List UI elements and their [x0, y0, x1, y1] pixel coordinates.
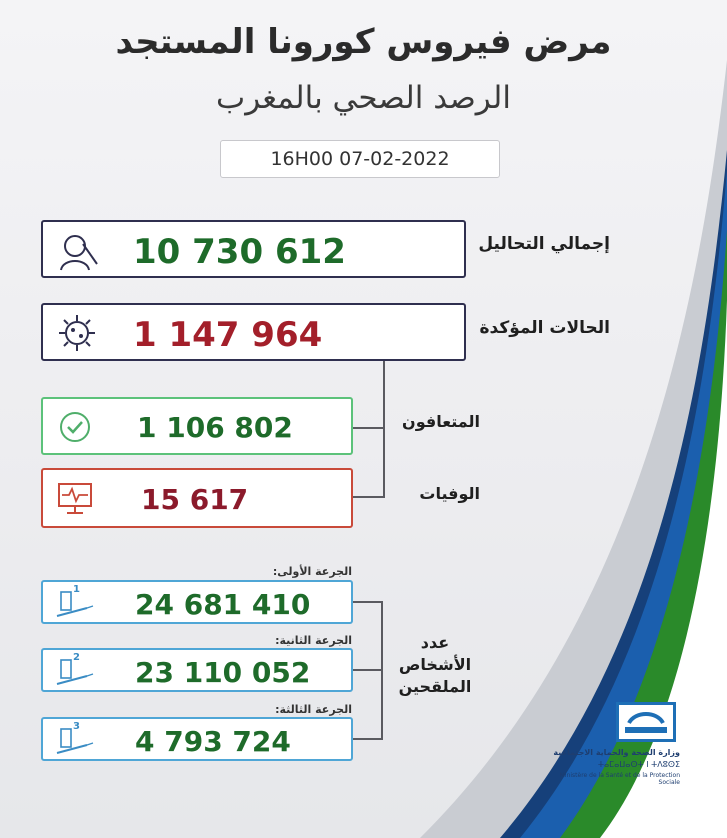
confirmed-card	[41, 303, 466, 361]
dose1-value: 24 681 410	[135, 588, 311, 621]
confirmed-value: 1 147 964	[133, 315, 323, 355]
connector-recovered	[353, 427, 383, 429]
dose3-value: 4 793 724	[135, 725, 291, 758]
page-title: مرض فيروس كورونا المستجد	[115, 22, 612, 62]
confirmed-label: الحالات المؤكدة	[479, 318, 610, 338]
ministry-logo	[616, 702, 676, 742]
heart-monitor-icon	[55, 480, 95, 518]
dose2-card	[41, 648, 353, 692]
vaccinated-label-line2: الأشخاص	[398, 655, 472, 674]
connector-vertical	[383, 361, 385, 497]
dose2-number: 2	[73, 652, 80, 663]
dose2-value: 23 110 052	[135, 656, 311, 689]
tests-value: 10 730 612	[133, 232, 346, 272]
vacc-connector-top	[353, 601, 381, 603]
deaths-label: الوفيات	[419, 484, 480, 503]
deaths-card	[41, 468, 353, 528]
dose1-card	[41, 580, 353, 624]
tests-card	[41, 220, 466, 278]
dose3-label: الجرعة الثالثة:	[275, 703, 352, 716]
virus-icon	[55, 311, 101, 355]
recovered-label: المتعافون	[402, 412, 480, 431]
vacc-connector-bottom	[353, 738, 383, 740]
dose1-number: 1	[73, 584, 80, 595]
recovered-card	[41, 397, 353, 455]
dose3-number: 3	[73, 721, 80, 732]
dose1-label: الجرعة الأولى:	[272, 565, 352, 578]
tests-label: إجمالي التحاليل	[478, 234, 610, 254]
recovered-value: 1 106 802	[137, 411, 293, 444]
vaccinated-label	[392, 632, 478, 698]
vaccinated-label-line1: عدد	[420, 633, 450, 652]
test-swab-icon	[55, 228, 101, 272]
dose3-card	[41, 717, 353, 761]
ministry-name-fr: Ministère de la Santé et de la Protection Sociale	[559, 772, 680, 786]
vacc-connector-mid	[353, 669, 383, 671]
dose2-label: الجرعة الثانية:	[275, 634, 352, 647]
deaths-value: 15 617	[141, 483, 249, 516]
connector-deaths	[353, 496, 385, 498]
ministry-name-ar: وزارة الصحة والحماية الاجتماعية	[553, 748, 680, 757]
vaccinated-label-line3: الملقحين	[398, 677, 472, 696]
check-circle-icon	[57, 409, 93, 445]
ministry-emblem-icon	[619, 705, 673, 739]
ministry-name-tz: ⵜⴰⵎⴰⵡⴰⵙⵜ ⵏ ⵜⴷⵓⵙⵉ	[597, 760, 680, 769]
date-box: 16H00 07-02-2022	[220, 140, 500, 178]
page-subtitle: الرصد الصحي بالمغرب	[216, 80, 511, 116]
